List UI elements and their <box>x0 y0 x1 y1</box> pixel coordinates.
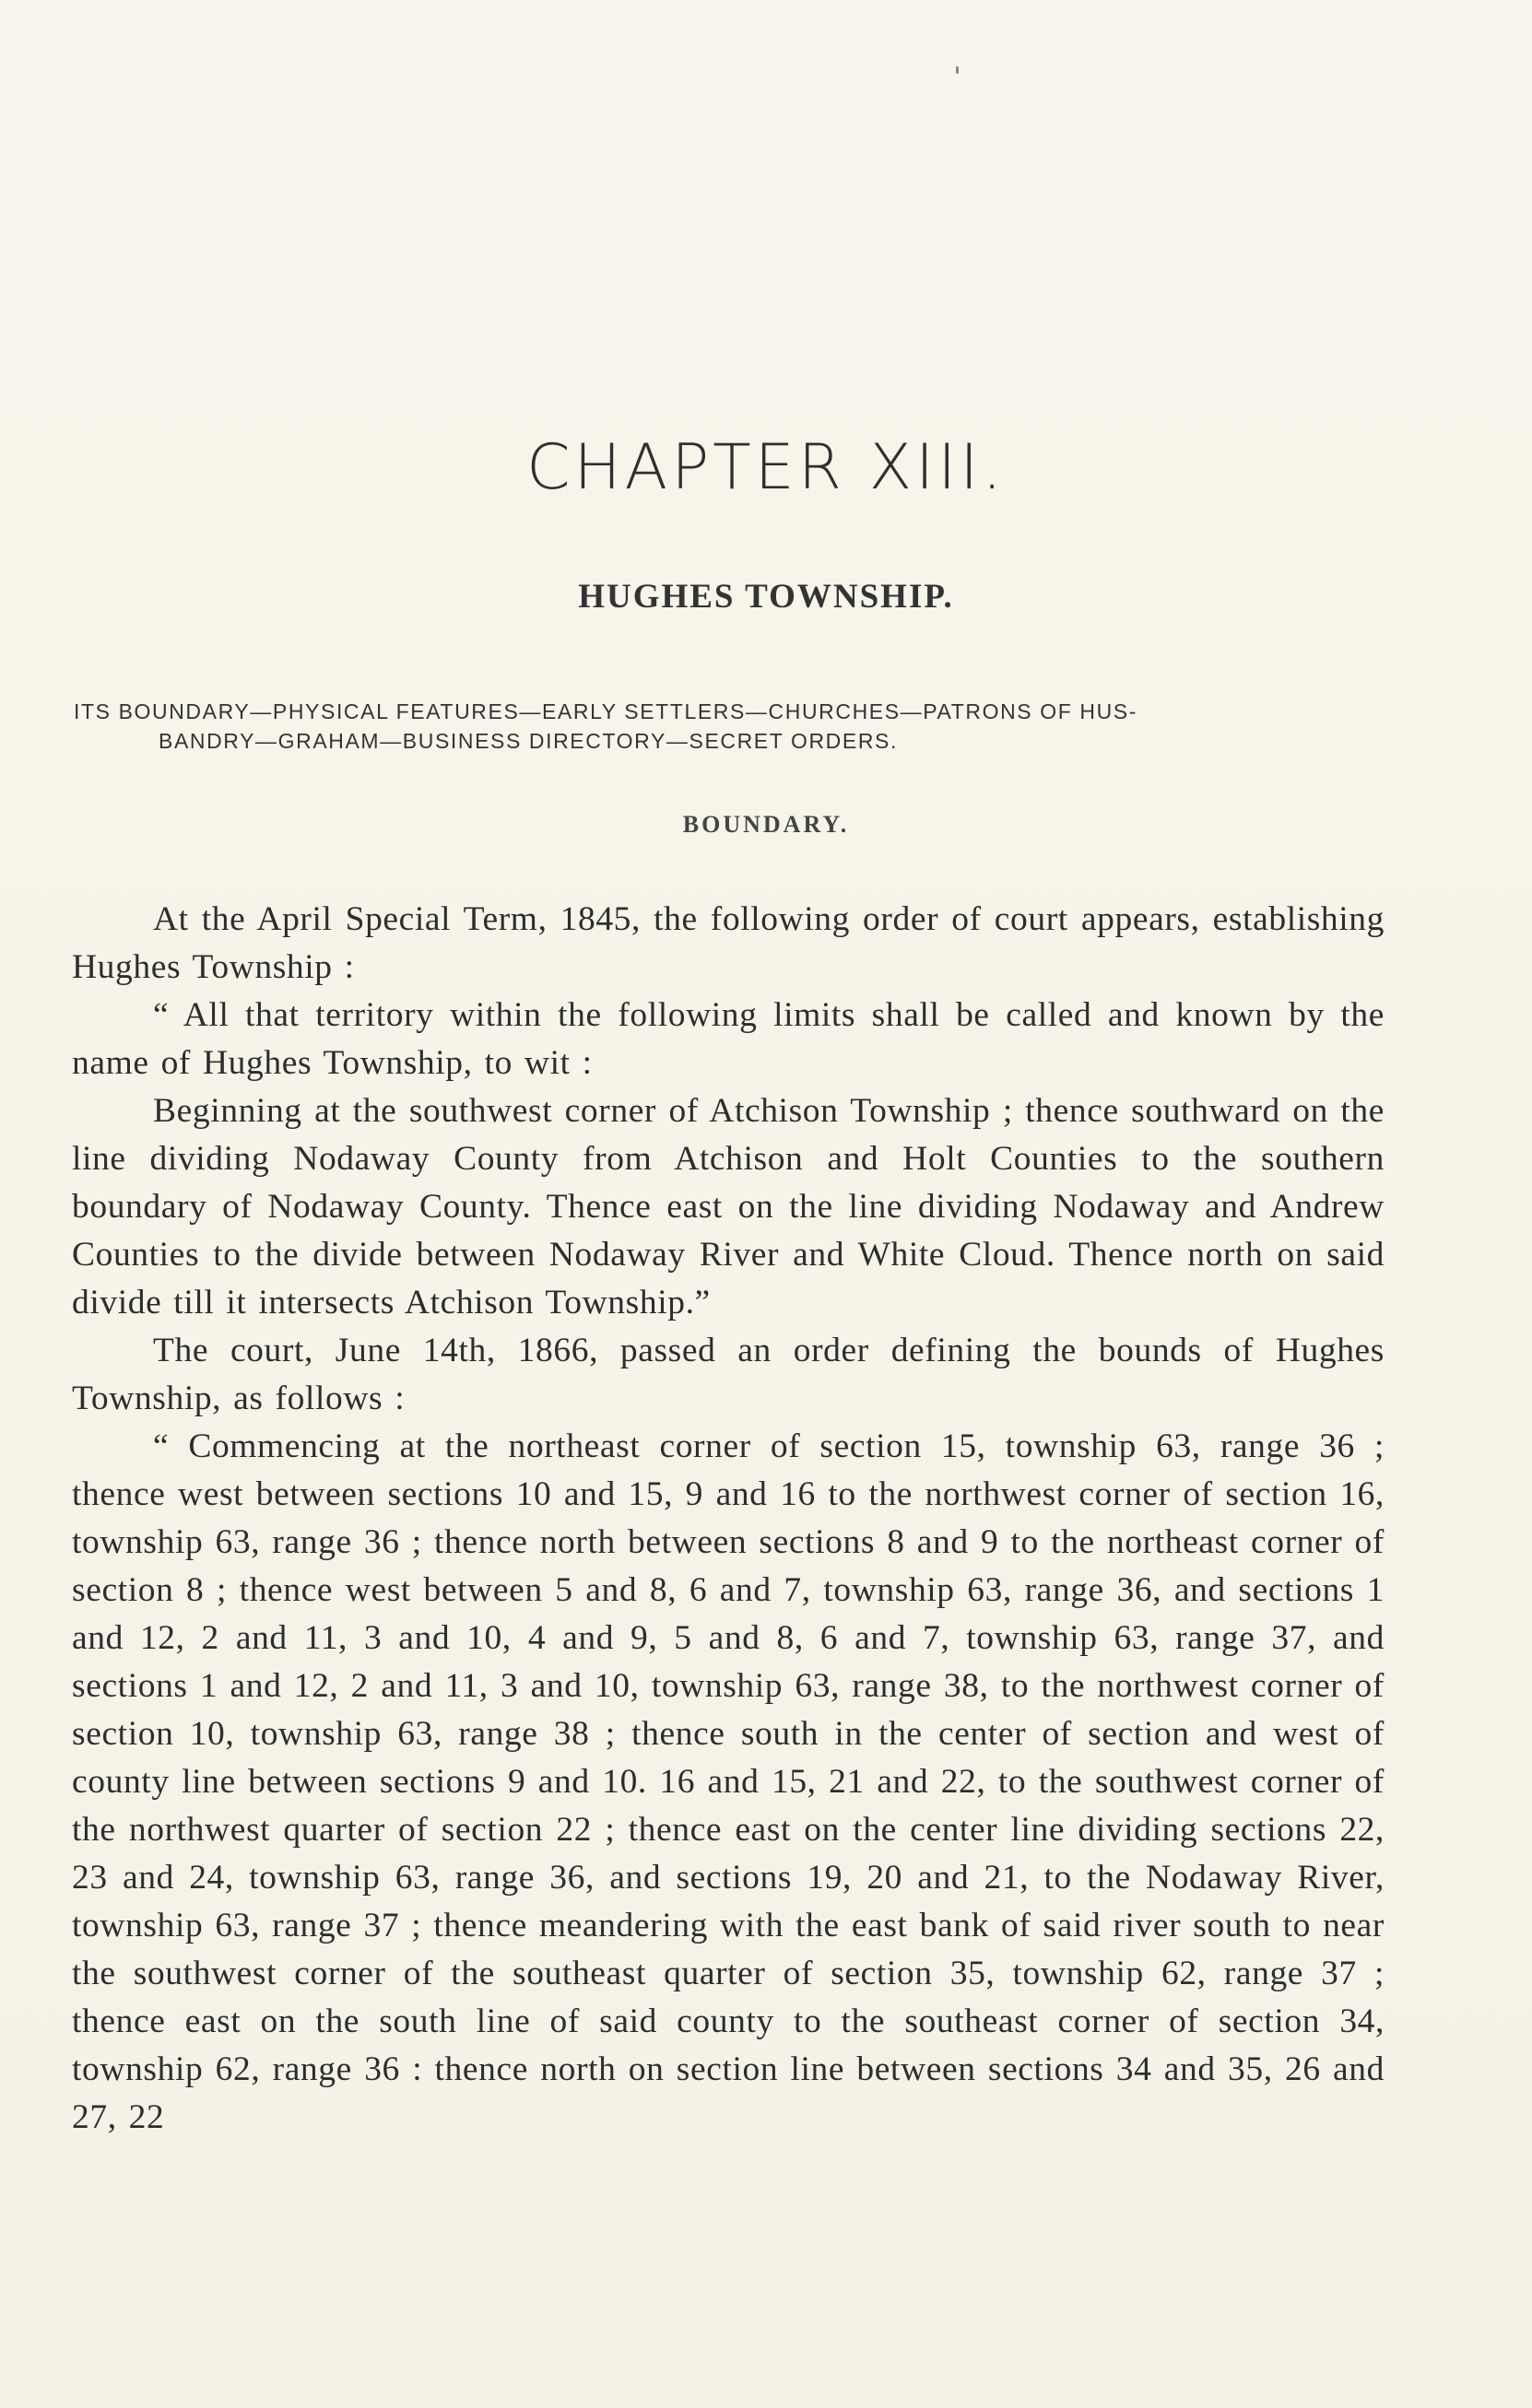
paragraph: “ Commencing at the northeast corner of section 15, township 63, range 36 ; thence west between sections 10 and 15, 9 and 16 to the northwest corner of section 16, township 63, range 36 ; thence north between sections 8 and 9 to the northeast corner of section 8 ; thence west between 5 and 8, 6 and 7, township 63, range 36, and sections 1 and 12, 2 and 11, 3 and 10, 4 and 9, 5 and 8, 6 and 7, township 63, range 37, and sections 1 and 12, 2 and 11, 3 and 10, township 63, range 38, to the northwest corner of section 10, township 63, range 38 ; thence south in the center of section and west of county line between sections 9 and 10. 16 and 15, 21 and 22, to the southwest corner of the northwest quarter of section 22 ; thence east on the center line dividing sections 22, 23 and 24, township 63, range 36, and sections 19, 20 and 21, to the Nodaway River, township 63, range 37 ; thence meandering with the east bank of said river south to near the southwest corner of the southeast quarter of section 35, township 62, range 37 ; thence east on the south line of said county to the southeast corner of section 34, township 62, range 36 : thence north on section line between sections 34 and 35, 26 and 27, 22 <box>72 1427 1385 2136</box>
paragraph: Beginning at the southwest corner of Atchison Township ; thence southward on the line dividing Nodaway County from Atchison and Holt Counties to the southern boundary of Nodaway County. Thence east on the line dividing Nodaway and Andrew Counties to the divide between Nodaway River and White Cloud. Thence north on said divide till it intersects Atchison Township.” <box>72 1092 1385 1321</box>
paragraph: The court, June 14th, 1866, passed an order defining the bounds of Hughes Township, as follows : <box>72 1332 1385 1417</box>
ink-speck <box>956 66 959 74</box>
chapter-title: CHAPTER XIII. <box>526 431 1006 504</box>
body-text <box>72 896 1385 2142</box>
synopsis-line: ITS BOUNDARY—PHYSICAL FEATURES—EARLY SETTLERS—CHURCHES—PATRONS OF HUS- <box>74 699 1137 723</box>
paragraph: At the April Special Term, 1845, the following order of court appears, establishing Hughes Township : <box>72 900 1385 986</box>
section-heading: BOUNDARY. <box>682 811 850 838</box>
township-title: HUGHES TOWNSHIP. <box>578 578 954 616</box>
synopsis-line: BANDRY—GRAHAM—BUSINESS DIRECTORY—SECRET ORDERS. <box>159 729 898 753</box>
paragraph: “ All that territory within the following limits shall be called and known by the name of Hughes Township, to wit : <box>72 996 1385 1082</box>
chapter-synopsis <box>74 697 1392 756</box>
